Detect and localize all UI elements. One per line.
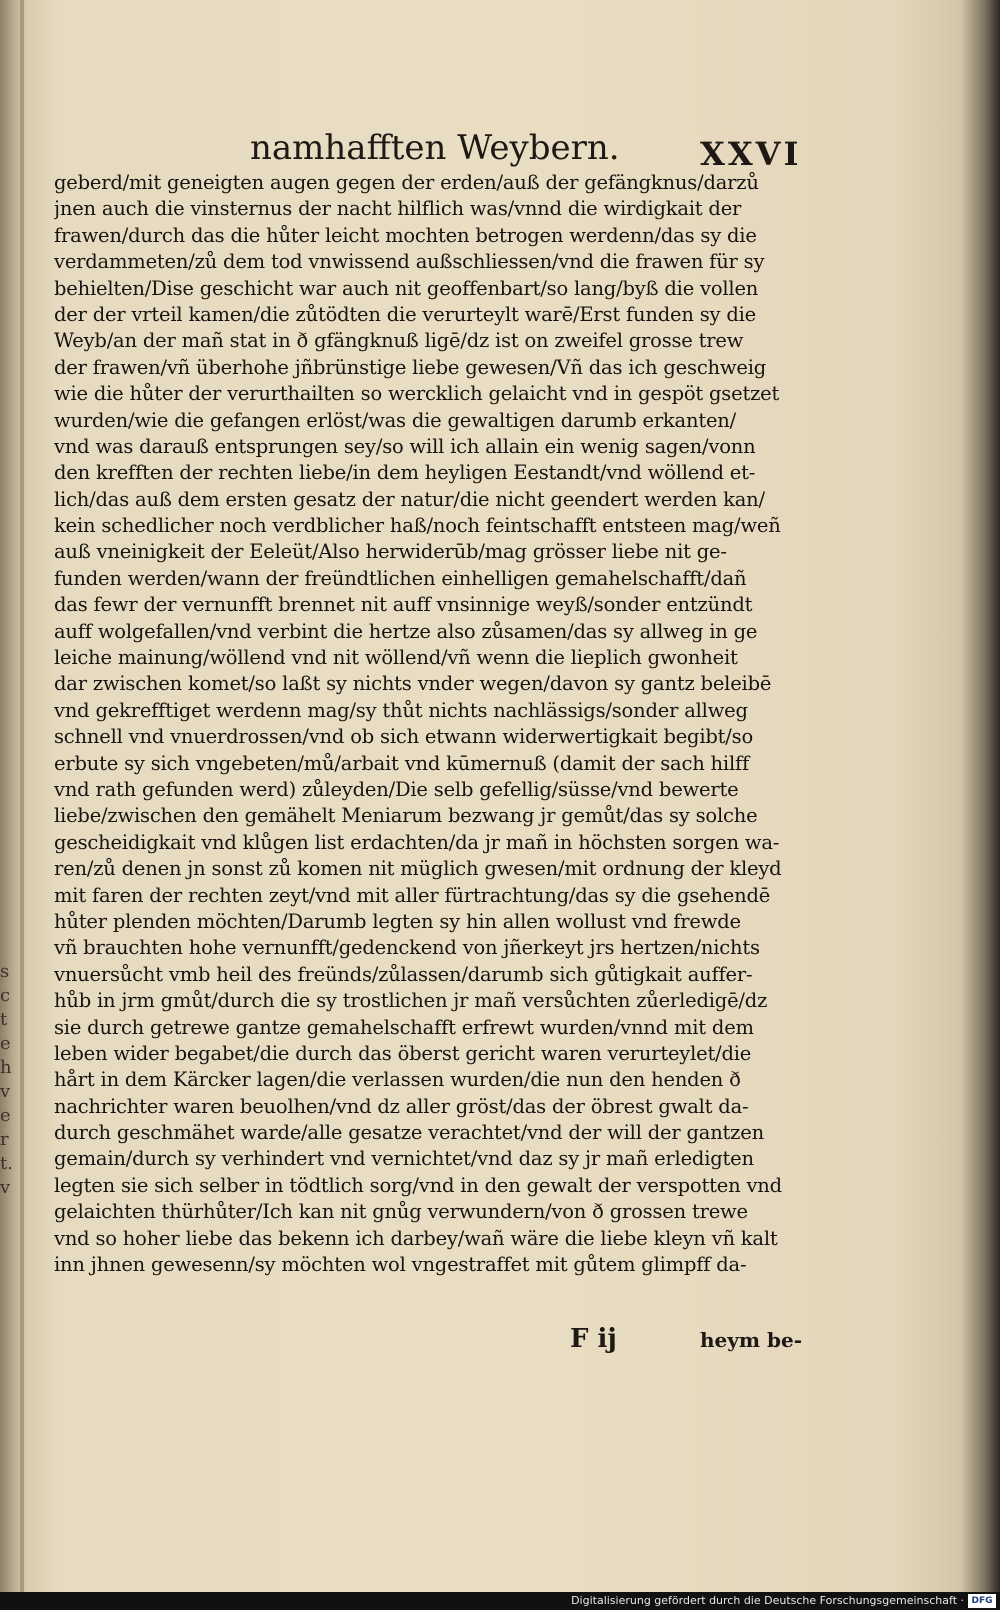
dfg-logo-icon: DFG (968, 1594, 996, 1608)
text-line: auß vneinigkeit der Eeleüt/Also herwiderūb/mag grösser liebe nit ge- (54, 540, 727, 564)
text-line: erbute sy sich vngebeten/mů/arbait vnd kūmernuß (damit der sach hilff (54, 751, 750, 775)
text-line: den krefften der rechten liebe/in dem heyligen Eestandt/vnd wöllend et- (54, 461, 756, 485)
text-line: lich/das auß dem ersten gesatz der natur/die nicht geendert werden kan/ (54, 487, 765, 511)
text-line: geberd/mit geneigten augen gegen der erden/auß der gefängknus/darzů (54, 171, 759, 194)
text-line: gelaichten thürhůter/Ich kan nit gnůg verwundern/von ð grossen trewe (54, 1200, 748, 1224)
funding-notice: Digitalisierung gefördert durch die Deutsche Forschungsgemeinschaft · (571, 1594, 964, 1607)
margin-fragment: h (0, 1057, 12, 1078)
text-line: leben wider begabet/die durch das öberst gericht waren verurteylet/die (54, 1041, 752, 1065)
margin-fragment: v (0, 1177, 11, 1198)
text-line: kein schedlicher noch verdblicher haß/noch feintschafft entsteen mag/weñ (54, 514, 781, 538)
signature-mark: F ij (570, 1324, 617, 1354)
text-line: Weyb/an der mañ stat in ð gfängknuß ligē/dz ist on zweifel grosse trew (54, 329, 744, 353)
folio-number: XXVI (700, 135, 802, 173)
text-line: vnd so hoher liebe das bekenn ich darbey/wañ wäre die liebe kleyn vñ kalt (54, 1226, 778, 1250)
margin-fragment: v (0, 1081, 11, 1102)
text-line: mit faren der rechten zeyt/vnd mit aller fürtrachtung/das sy die gsehendē (54, 883, 771, 907)
text-line: sie durch getrewe gantze gemahelschafft erfrewt wurden/vnnd mit dem (54, 1015, 754, 1039)
text-line: vnd was darauß entsprungen sey/so will ich allain ein wenig sagen/vonn (54, 434, 756, 458)
text-line: dar zwischen komet/so laßt sy nichts vnder wegen/davon sy gantz beleibē (54, 672, 772, 696)
text-line: wurden/wie die gefangen erlöst/was die gewaltigen darumb erkanten/ (54, 408, 737, 432)
text-line: ren/zů denen jn sonst zů komen nit müglich gwesen/mit ordnung der kleyd (54, 857, 782, 881)
text-line: vñ brauchten hohe vernunfft/gedenckend von jñerkeyt jrs hertzen/nichts (54, 936, 760, 960)
text-line: hůb in jrm gmůt/durch die sy trostlichen jr mañ versůchten zůerledigē/dz (54, 989, 768, 1013)
margin-fragment: e (0, 1033, 11, 1054)
text-line: behielten/Dise geschicht war auch nit geoffenbart/so lang/byß die vollen (54, 276, 759, 300)
running-head: namhafften Weybern. (250, 128, 620, 168)
text-line: jnen auch die vinsternus der nacht hilflich was/vnnd die wirdigkait der (54, 197, 742, 221)
margin-fragment: s (0, 961, 10, 982)
adjacent-page-margin (0, 960, 22, 1340)
margin-fragment: t. (0, 1153, 13, 1174)
text-line: funden werden/wann der freündtlichen einhelligen gemahelschafft/dañ (54, 566, 747, 590)
text-line: vnd gekrefftiget werdenn mag/sy thůt nichts nachlässigs/sonder allweg (54, 698, 748, 722)
text-line: leiche mainung/wöllend vnd nit wöllend/vñ wenn die lieplich gwonheit (54, 646, 738, 670)
text-line: gemain/durch sy verhindert vnd vernichtet/vnd daz sy jr mañ erledigten (54, 1147, 754, 1171)
text-line: hůter plenden möchten/Darumb legten sy hin allen wollust vnd frewde (54, 909, 741, 933)
text-line: frawen/durch das die hůter leicht mochten betrogen werdenn/das sy die (54, 223, 757, 247)
text-line: hårt in dem Kärcker lagen/die verlassen wurden/die nun den henden ð (54, 1068, 741, 1092)
text-line: auff wolgefallen/vnd verbint die hertze also zůsamen/das sy allweg in ge (54, 619, 758, 643)
digitization-footer (0, 1592, 1000, 1610)
text-line: legten sie sich selber in tödtlich sorg/vnd in den gewalt der verspotten vnd (54, 1173, 782, 1197)
text-line: schnell vnd vnuerdrossen/vnd ob sich etwann widerwertigkait begibt/so (54, 725, 754, 749)
text-line: durch geschmähet warde/alle gesatze verachtet/vnd der will der gantzen (54, 1121, 764, 1145)
text-line: gescheidigkait vnd klůgen list erdachten/da jr mañ in höchsten sorgen wa- (54, 830, 780, 854)
text-line: verdammeten/zů dem tod vnwissend außschliessen/vnd die frawen für sy (54, 250, 765, 274)
text-line: der der vrteil kamen/die zůtödten die verurteylt warē/Erst funden sy die (54, 302, 756, 326)
text-line: inn jhnen gewesenn/sy möchten wol vngestraffet mit gůtem glimpff da- (54, 1253, 747, 1277)
gutter-edge (20, 0, 24, 1592)
text-line: nachrichter waren beuolhen/vnd dz aller gröst/das der öbrest gwalt da- (54, 1094, 749, 1118)
text-line: vnd rath gefunden werd) zůleyden/Die selb gefellig/süsse/vnd bewerte (54, 777, 739, 801)
text-line: vnuersůcht vmb heil des freünds/zůlassen/darumb sich gůtigkait auffer- (54, 962, 753, 986)
margin-fragment: c (0, 985, 11, 1006)
text-line: liebe/zwischen den gemähelt Meniarum bezwang jr gemůt/das sy solche (54, 804, 758, 828)
text-line: wie die hůter der verurthailten so wercklich gelaicht vnd in gespöt gsetzet (54, 382, 780, 406)
text-line: der frawen/vñ überhohe jñbrünstige liebe gewesen/Vñ das ich geschweig (54, 355, 767, 379)
margin-fragment: e (0, 1105, 11, 1126)
body-text (54, 170, 812, 1278)
margin-fragment: t (0, 1009, 8, 1030)
catchword: heym be- (700, 1328, 803, 1352)
margin-fragment: r (0, 1129, 9, 1150)
text-line: das fewr der vernunfft brennet nit auff vnsinnige weyß/sonder entzündt (54, 593, 753, 617)
